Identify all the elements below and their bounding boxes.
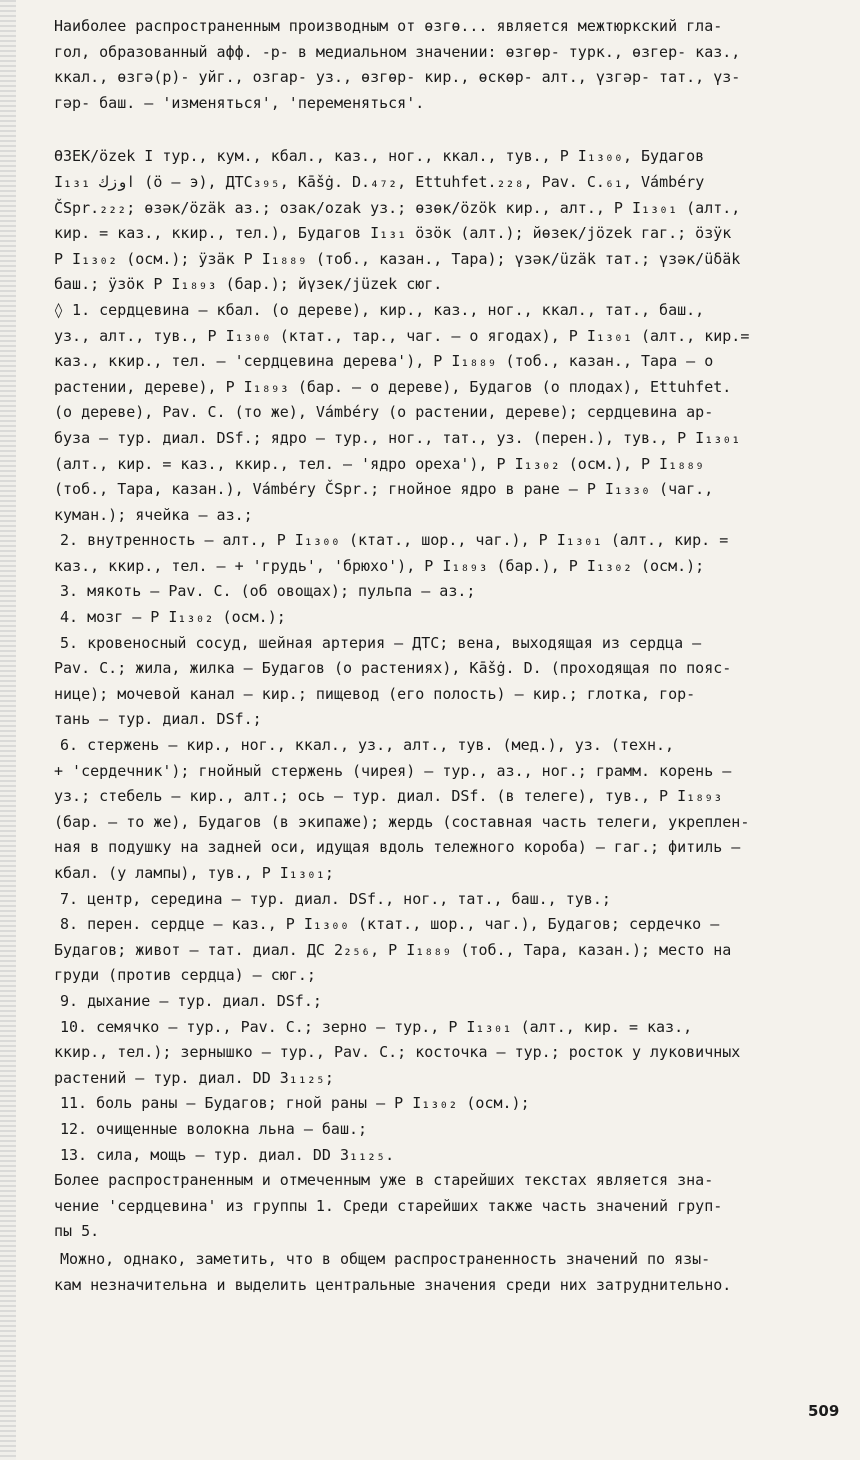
text-line: ккир., тел.); зернышко – тур., Pav. C.; косточка – тур.; росток у луковичных: [54, 1043, 741, 1062]
text-line: баш.; ӱзӧк Р I₁₈₉₃ (бар.); йүзек/jüzek сюг.: [54, 275, 443, 294]
text-line: чение 'сердцевина' из группы 1. Среди старейших также часть значений груп-: [54, 1196, 723, 1215]
text-line: (бар. – то же), Будагов (в экипаже); жердь (составная часть телеги, укреплен-: [54, 812, 750, 831]
text-line: Р I₁₃₀₂ (осм.); ӱзӓк Р I₁₈₈₉ (тоб., казан., Тара); үзәк/üzäk тат.; үзәк/üδäk: [54, 249, 741, 268]
text-line: 13. сила, мощь – тур. диал. DD 3₁₁₂₅.: [60, 1145, 395, 1164]
text-line: кир. = каз., ккир., тел.), Будагов I₁₃₁ ӧзӧк (алт.); йөзек/jözek гаг.; ӧзӱк: [54, 224, 732, 243]
text-line: кам незначительна и выделить центральные значения среди них затруднительно.: [54, 1275, 732, 1294]
text-line: пы 5.: [54, 1222, 100, 1241]
text-line: 11. боль раны – Будагов; гной раны – Р I₁₃₀₂ (осм.);: [60, 1094, 530, 1113]
text-line: 9. дыхание – тур. диал. DSf.;: [60, 991, 322, 1010]
text-line: Наиболее распространенным производным от өзгө... является межтюркский гла-: [54, 17, 723, 35]
text-line: буза – тур. диал. DSf.; ядро – тур., ног., тат., уз. (перен.), тув., Р I₁₃₀₁: [54, 428, 741, 447]
text-line: + 'сердечник'); гнойный стержень (чирея) – тур., аз., ног.; грамм. корень –: [54, 761, 732, 780]
text-line: 8. перен. сердце – каз., Р I₁₃₀₀ (ктат., шор., чаг.), Будагов; сердечко –: [60, 915, 720, 934]
text-line: кбал. (у лампы), тув., Р I₁₃₀₁;: [54, 864, 334, 882]
closing-paragraph: [54, 1247, 844, 1298]
text-line: нице); мочевой канал – кир.; пищевод (его полость) – кир.; глотка, гор-: [54, 684, 696, 703]
text-line: (тоб., Тара, казан.), Vámbéry ČSpr.; гнойное ядро в ране – Р I₁₃₃₀ (чаг.,: [54, 480, 714, 499]
page-number: 509: [808, 1402, 840, 1420]
text-line: гәр- баш. – 'изменяться', 'переменяться'.: [54, 93, 425, 112]
intro-paragraph: [54, 14, 844, 116]
text-line: Более распространенным и отмеченным уже в старейших текстах является зна-: [54, 1171, 714, 1190]
text-line: каз., ккир., тел. – 'сердцевина дерева'), Р I₁₈₈₉ (тоб., казан., Тара – о: [54, 352, 714, 371]
text-line: растении, дереве), Р I₁₈₉₃ (бар. – о дереве), Будагов (о плодах), Ettuhfet.: [54, 377, 732, 396]
text-line: уз., алт., тув., Р I₁₃₀₀ (ктат., тар., чаг. – о ягодах), Р I₁₃₀₁ (алт., кир.=: [54, 326, 750, 345]
text-line: гол, образованный афф. -р- в медиальном значении: өзгөр- турк., өзгер- каз.,: [54, 42, 741, 61]
text-line: 2. внутренность – алт., Р I₁₃₀₀ (ктат., шор., чаг.), Р I₁₃₀₁ (алт., кир. =: [60, 531, 729, 550]
text-line: тань – тур. диал. DSf.;: [54, 710, 262, 729]
text-line: 6. стержень – кир., ног., ккал., уз., алт., тув. (мед.), уз. (техн.,: [60, 736, 675, 755]
text-line: груди (против сердца) – сюг.;: [54, 966, 316, 985]
text-line: (о дереве), Pav. C. (то же), Vámbéry (о растении, дереве); сердцевина ар-: [54, 403, 714, 422]
paragraph-gap: [54, 116, 844, 144]
text-line: каз., ккир., тел. – + 'грудь', 'брюхо'), Р I₁₈₉₃ (бар.), Р I₁₃₀₂ (осм.);: [54, 556, 705, 575]
text-line: 3. мякоть – Pav. C. (об овощах); пульпа – аз.;: [60, 582, 476, 601]
text-line: 7. центр, середина – тур. диал. DSf., ног., тат., баш., тув.;: [60, 889, 611, 908]
text-line: ӨЗЕК/özek I тур., кум., кбал., каз., ног., ккал., тув., Р I₁₃₀₀, Будагов: [54, 147, 705, 166]
text-line: ная в подушку на задней оси, идущая вдоль тележного короба) – гаг.; фитиль –: [54, 838, 741, 857]
text-line: ◊ 1. сердцевина – кбал. (о дереве), кир., каз., ног., ккал., тат., баш.,: [54, 300, 705, 319]
text-line: Будагов; живот – тат. диал. ДС 2₂₅₆, Р I₁₈₈₉ (тоб., Тара, казан.); место на: [54, 940, 732, 959]
text-line: уз.; стебель – кир., алт.; ось – тур. диал. DSf. (в телеге), тув., Р I₁₈₉₃: [54, 787, 723, 806]
text-line: Pav. C.; жила, жилка – Будагов (о растениях), Kāšġ. D. (проходящая по пояс-: [54, 659, 732, 678]
text-line: (алт., кир. = каз., ккир., тел. – 'ядро ореха'), Р I₁₃₀₂ (осм.), Р I₁₈₈₉: [54, 454, 705, 473]
text-line: 10. семячко – тур., Pav. C.; зерно – тур., Р I₁₃₀₁ (алт., кир. = каз.,: [60, 1017, 693, 1036]
text-line: Можно, однако, заметить, что в общем распространенность значений по язы-: [60, 1249, 711, 1268]
document-body: [54, 14, 844, 1298]
text-line: 5. кровеносный сосуд, шейная артерия – ДТС; вена, выходящая из сердца –: [60, 633, 702, 652]
text-line: ккал., өзгә(р)- уйг., озгар- уз., өзгөр- кир., өскөр- алт., үзгәр- тат., үз-: [54, 68, 741, 87]
text-line: I₁₃₁ اوزك (ö – э), ДТС₃₉₅, Kāšġ. D.₄₇₂, Ettuhfet.₂₂₈, Pav. C.₆₁, Vámbéry: [54, 172, 705, 191]
text-line: 4. мозг – Р I₁₃₀₂ (осм.);: [60, 608, 286, 627]
text-line: ČSpr.₂₂₂; өзәк/özäk аз.; озак/ozak уз.; өзөк/özök кир., алт., Р I₁₃₀₁ (алт.,: [54, 198, 741, 217]
entry-ozek: [54, 144, 844, 528]
text-line: куман.); ячейка – аз.;: [54, 505, 253, 524]
meanings-list: [54, 528, 844, 1245]
text-line: растений – тур. диал. DD 3₁₁₂₅;: [54, 1068, 334, 1087]
scan-edge: [0, 0, 16, 1460]
text-line: 12. очищенные волокна льна – баш.;: [60, 1119, 368, 1138]
